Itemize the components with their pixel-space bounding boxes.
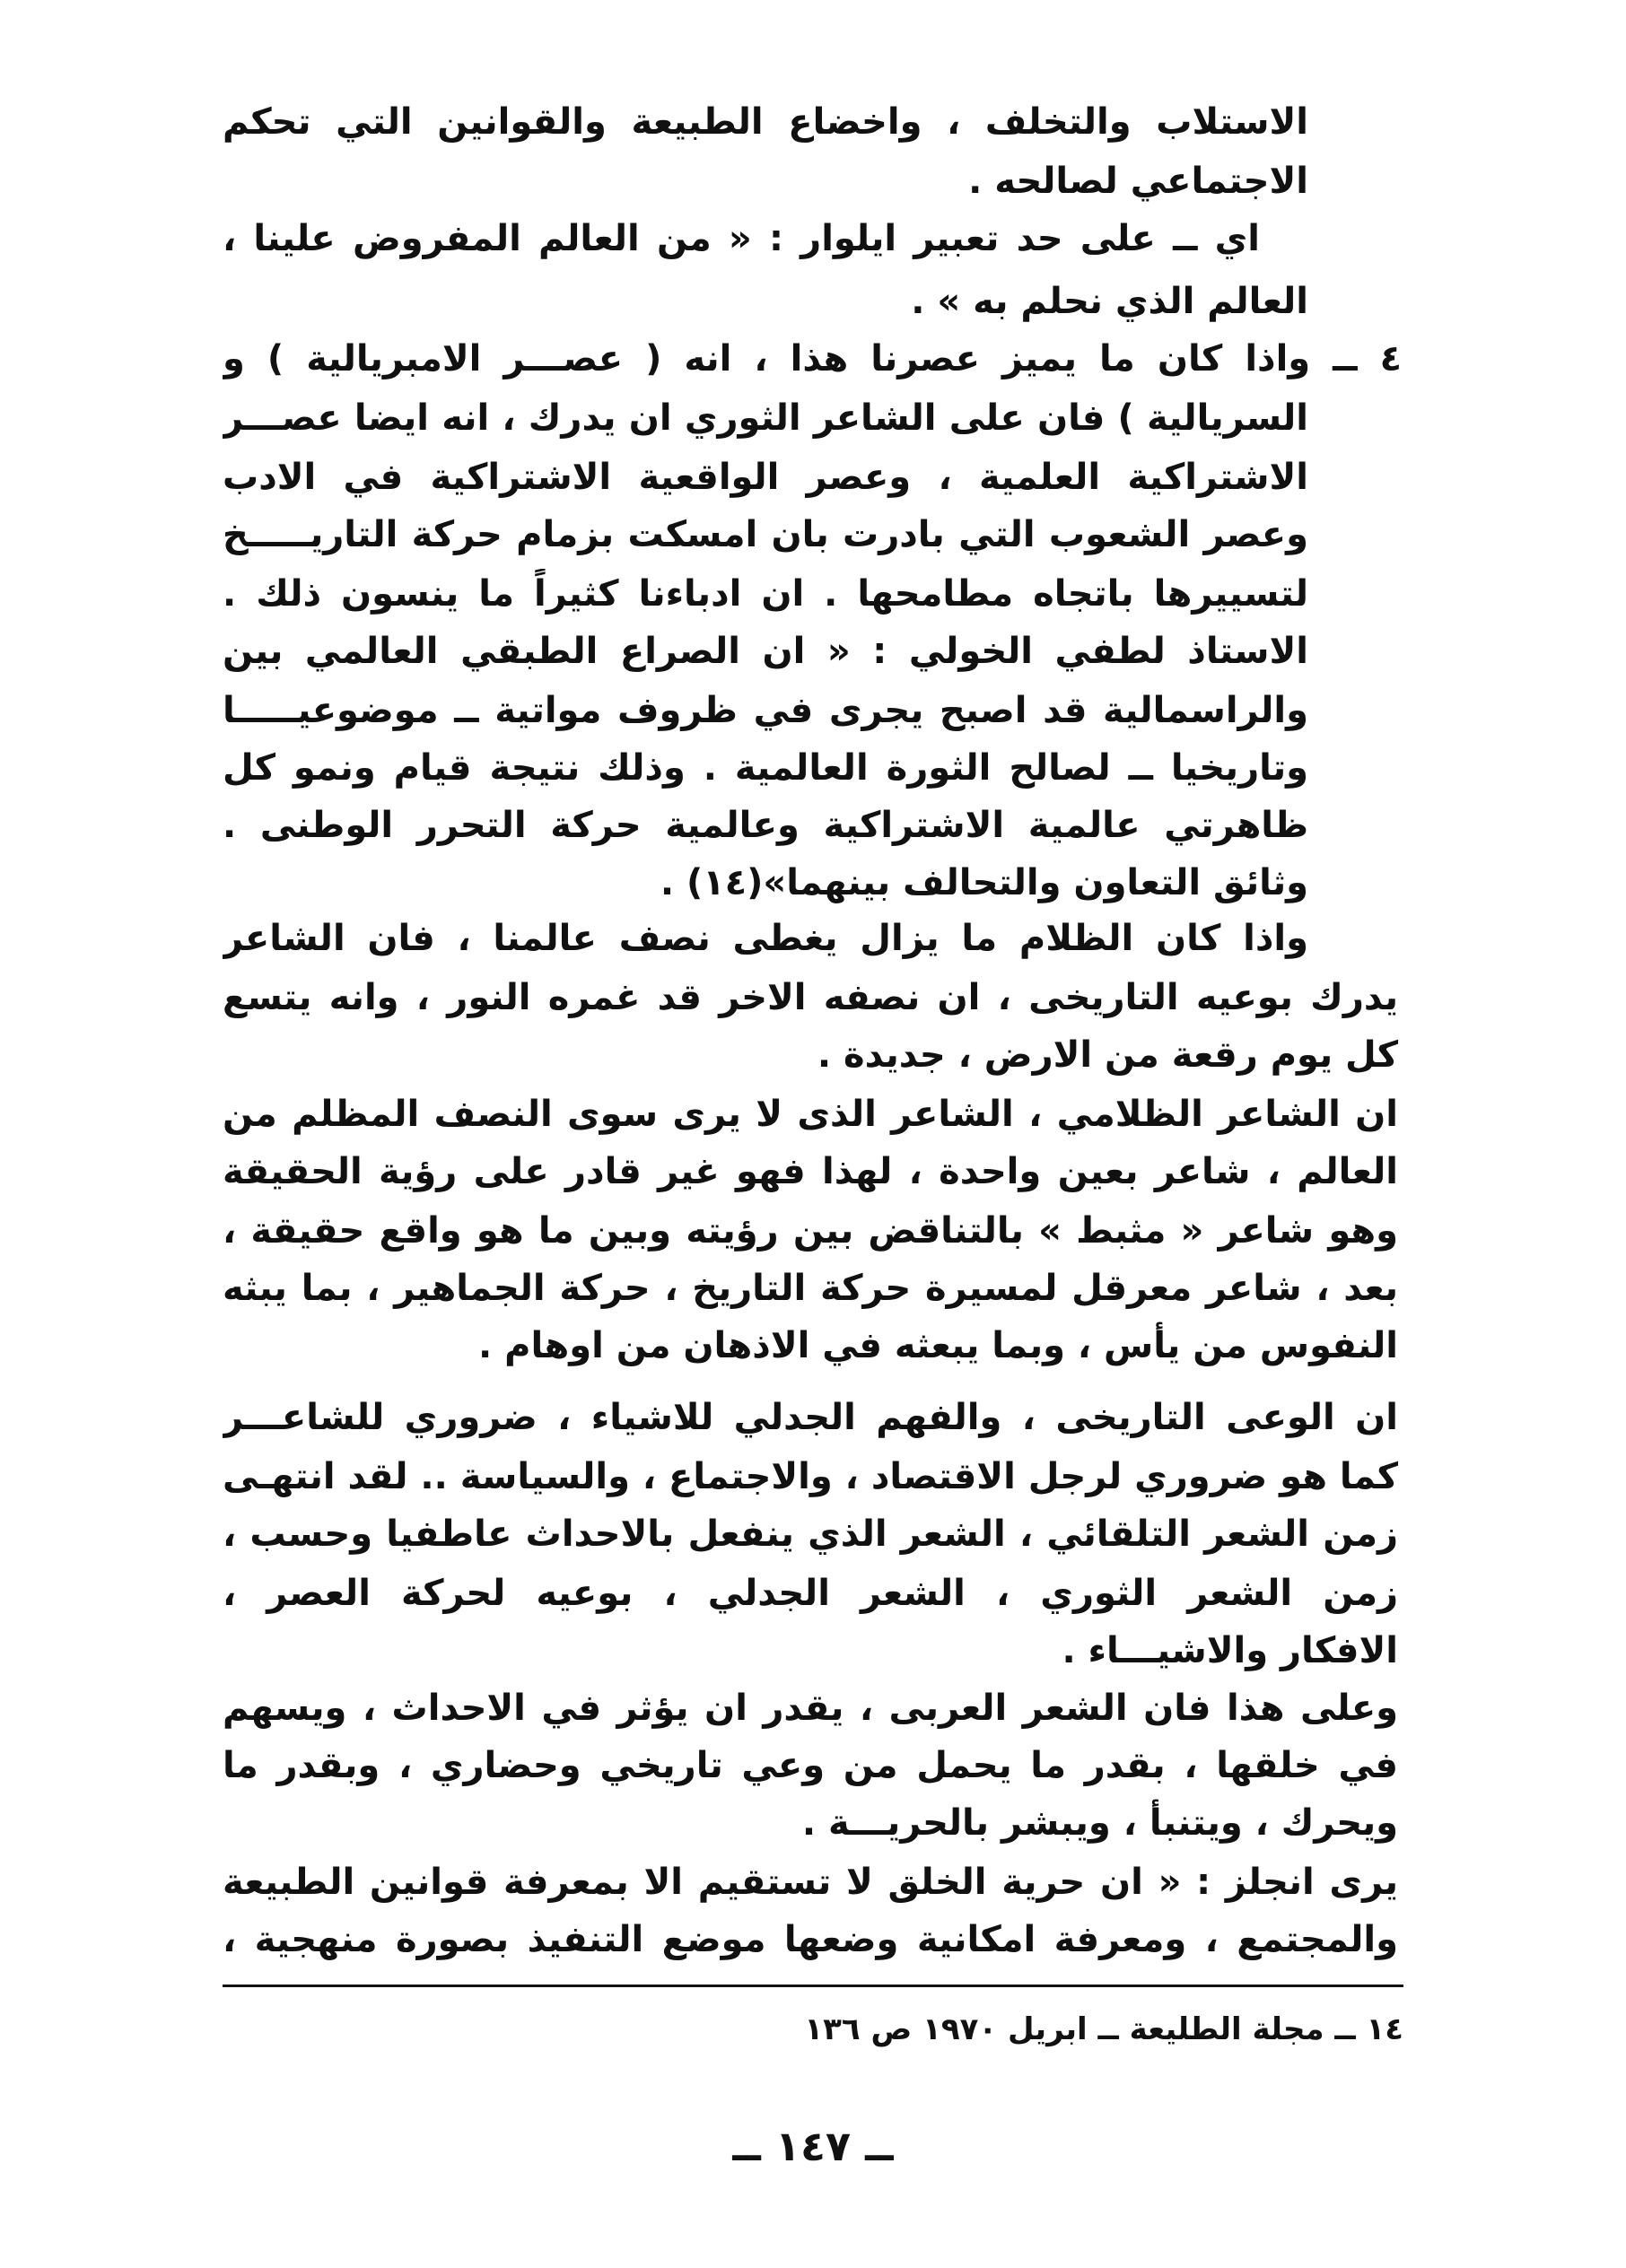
text-line: الاجتماعي لصالحه . — [968, 161, 1308, 202]
text-line: زمن الشعر الثوري ، الشعر الجدلي ، بوعيه لحركة العصر ، — [223, 1573, 1398, 1614]
text-line: والراسمالية قد اصبح يجرى في ظروف مواتية ــ موضوعيـــــا — [223, 690, 1308, 731]
text-line: الاستلاب والتخلف ، واخضاع الطبيعة والقوانين التي تحكم — [223, 101, 1308, 143]
text-line: لتسييرها باتجاه مطامحها . ان ادباءنا كثيراً ما ينسون ذلك . — [223, 573, 1308, 615]
text-line: في خلقها ، بقدر ما يحمل من وعي تاريخي وحضاري ، وبقدر ما — [223, 1745, 1398, 1786]
text-line: يدرك بوعيه التاريخى ، ان نصفه الاخر قد غمره النور ، وانه يتسع — [223, 977, 1398, 1018]
text-line: ان الوعى التاريخى ، والفهم الجدلي للاشياء ، ضروري للشاعـــر — [223, 1397, 1398, 1438]
text-line: وعصر الشعوب التي بادرت بان امسكت بزمام حركة التاريـــــخ — [223, 514, 1308, 555]
text-line: السريالية ) فان على الشاعر الثوري ان يدرك ، انه ايضا عصـــر — [223, 397, 1308, 439]
text-line: اي ــ على حد تعبير ايلوار : « من العالم المفروض علينا ، — [223, 218, 1260, 259]
text-line: واذا كان الظلام ما يزال يغطى نصف عالمنا ، فان الشاعر — [223, 918, 1308, 959]
text-line: وتاريخيا ــ لصالح الثورة العالمية . وذلك نتيجة قيام ونمو كل — [223, 747, 1308, 789]
text-line: وثائق التعاون والتحالف بينهما»(١٤) . — [660, 862, 1308, 903]
text-line: العالم ، شاعر بعين واحدة ، لهذا فهو غير قادر على رؤية الحقيقة — [223, 1151, 1398, 1192]
text-line: كما هو ضروري لرجل الاقتصاد ، والاجتماع ، والسياسة .. لقد انتهـى — [223, 1456, 1398, 1497]
text-line: ان الشاعر الظلامي ، الشاعر الذى لا يرى سوى النصف المظلم من — [223, 1094, 1398, 1135]
text-line: زمن الشعر التلقائي ، الشعر الذي ينفعل بالاحداث عاطفيا وحسب ، — [223, 1513, 1398, 1555]
text-line: ويحرك ، ويتنبأ ، ويبشر بالحريـــة . — [801, 1802, 1398, 1844]
text-line: بعد ، شاعر معرقل لمسيرة حركة التاريخ ، حركة الجماهير ، بما يبثه — [223, 1268, 1398, 1309]
text-line: النفوس من يأس ، وبما يبعثه في الاذهان من اوهام . — [478, 1325, 1398, 1366]
text-line: الاشتراكية العلمية ، وعصر الواقعية الاشتراكية في الادب — [223, 457, 1308, 498]
text-line: يرى انجلز : « ان حرية الخلق لا تستقيم الا بمعرفة قوانين الطبيعة — [223, 1862, 1398, 1903]
footnote: ١٤ ــ مجلة الطليعة ــ ابريل ١٩٧٠ ص ١٣٦ — [804, 2011, 1403, 2047]
page-number: ــ ١٤٧ ــ — [732, 2122, 894, 2170]
text-line: والمجتمع ، ومعرفة امكانية وضعها موضع التنفيذ بصورة منهجية ، — [223, 1919, 1398, 1960]
text-line: العالم الذي نحلم به » . — [911, 281, 1308, 322]
text-line: كل يوم رقعة من الارض ، جديدة . — [817, 1034, 1398, 1076]
page-number-container — [0, 2119, 1626, 2173]
text-line: ظاهرتي عالمية الاشتراكية وعالمية حركة التحرر الوطنى . — [223, 805, 1308, 846]
text-line: وهو شاعر « مثبط » بالتناقض بين رؤيته وبين ما هو واقع حقيقة ، — [223, 1210, 1398, 1252]
text-line: الاستاذ لطفي الخولي : « ان الصراع الطبقي العالمي بين — [223, 631, 1308, 672]
text-line: ٤ ــ واذا كان ما يميز عصرنا هذا ، انه ( عصـــر الامبريالية ) و — [223, 338, 1402, 379]
text-line: الافكار والاشيـــاء . — [1062, 1630, 1398, 1671]
text-line: وعلى هذا فان الشعر العربى ، يقدر ان يؤثر في الاحداث ، ويسهم — [223, 1688, 1398, 1729]
footnote-divider — [223, 1984, 1403, 1987]
